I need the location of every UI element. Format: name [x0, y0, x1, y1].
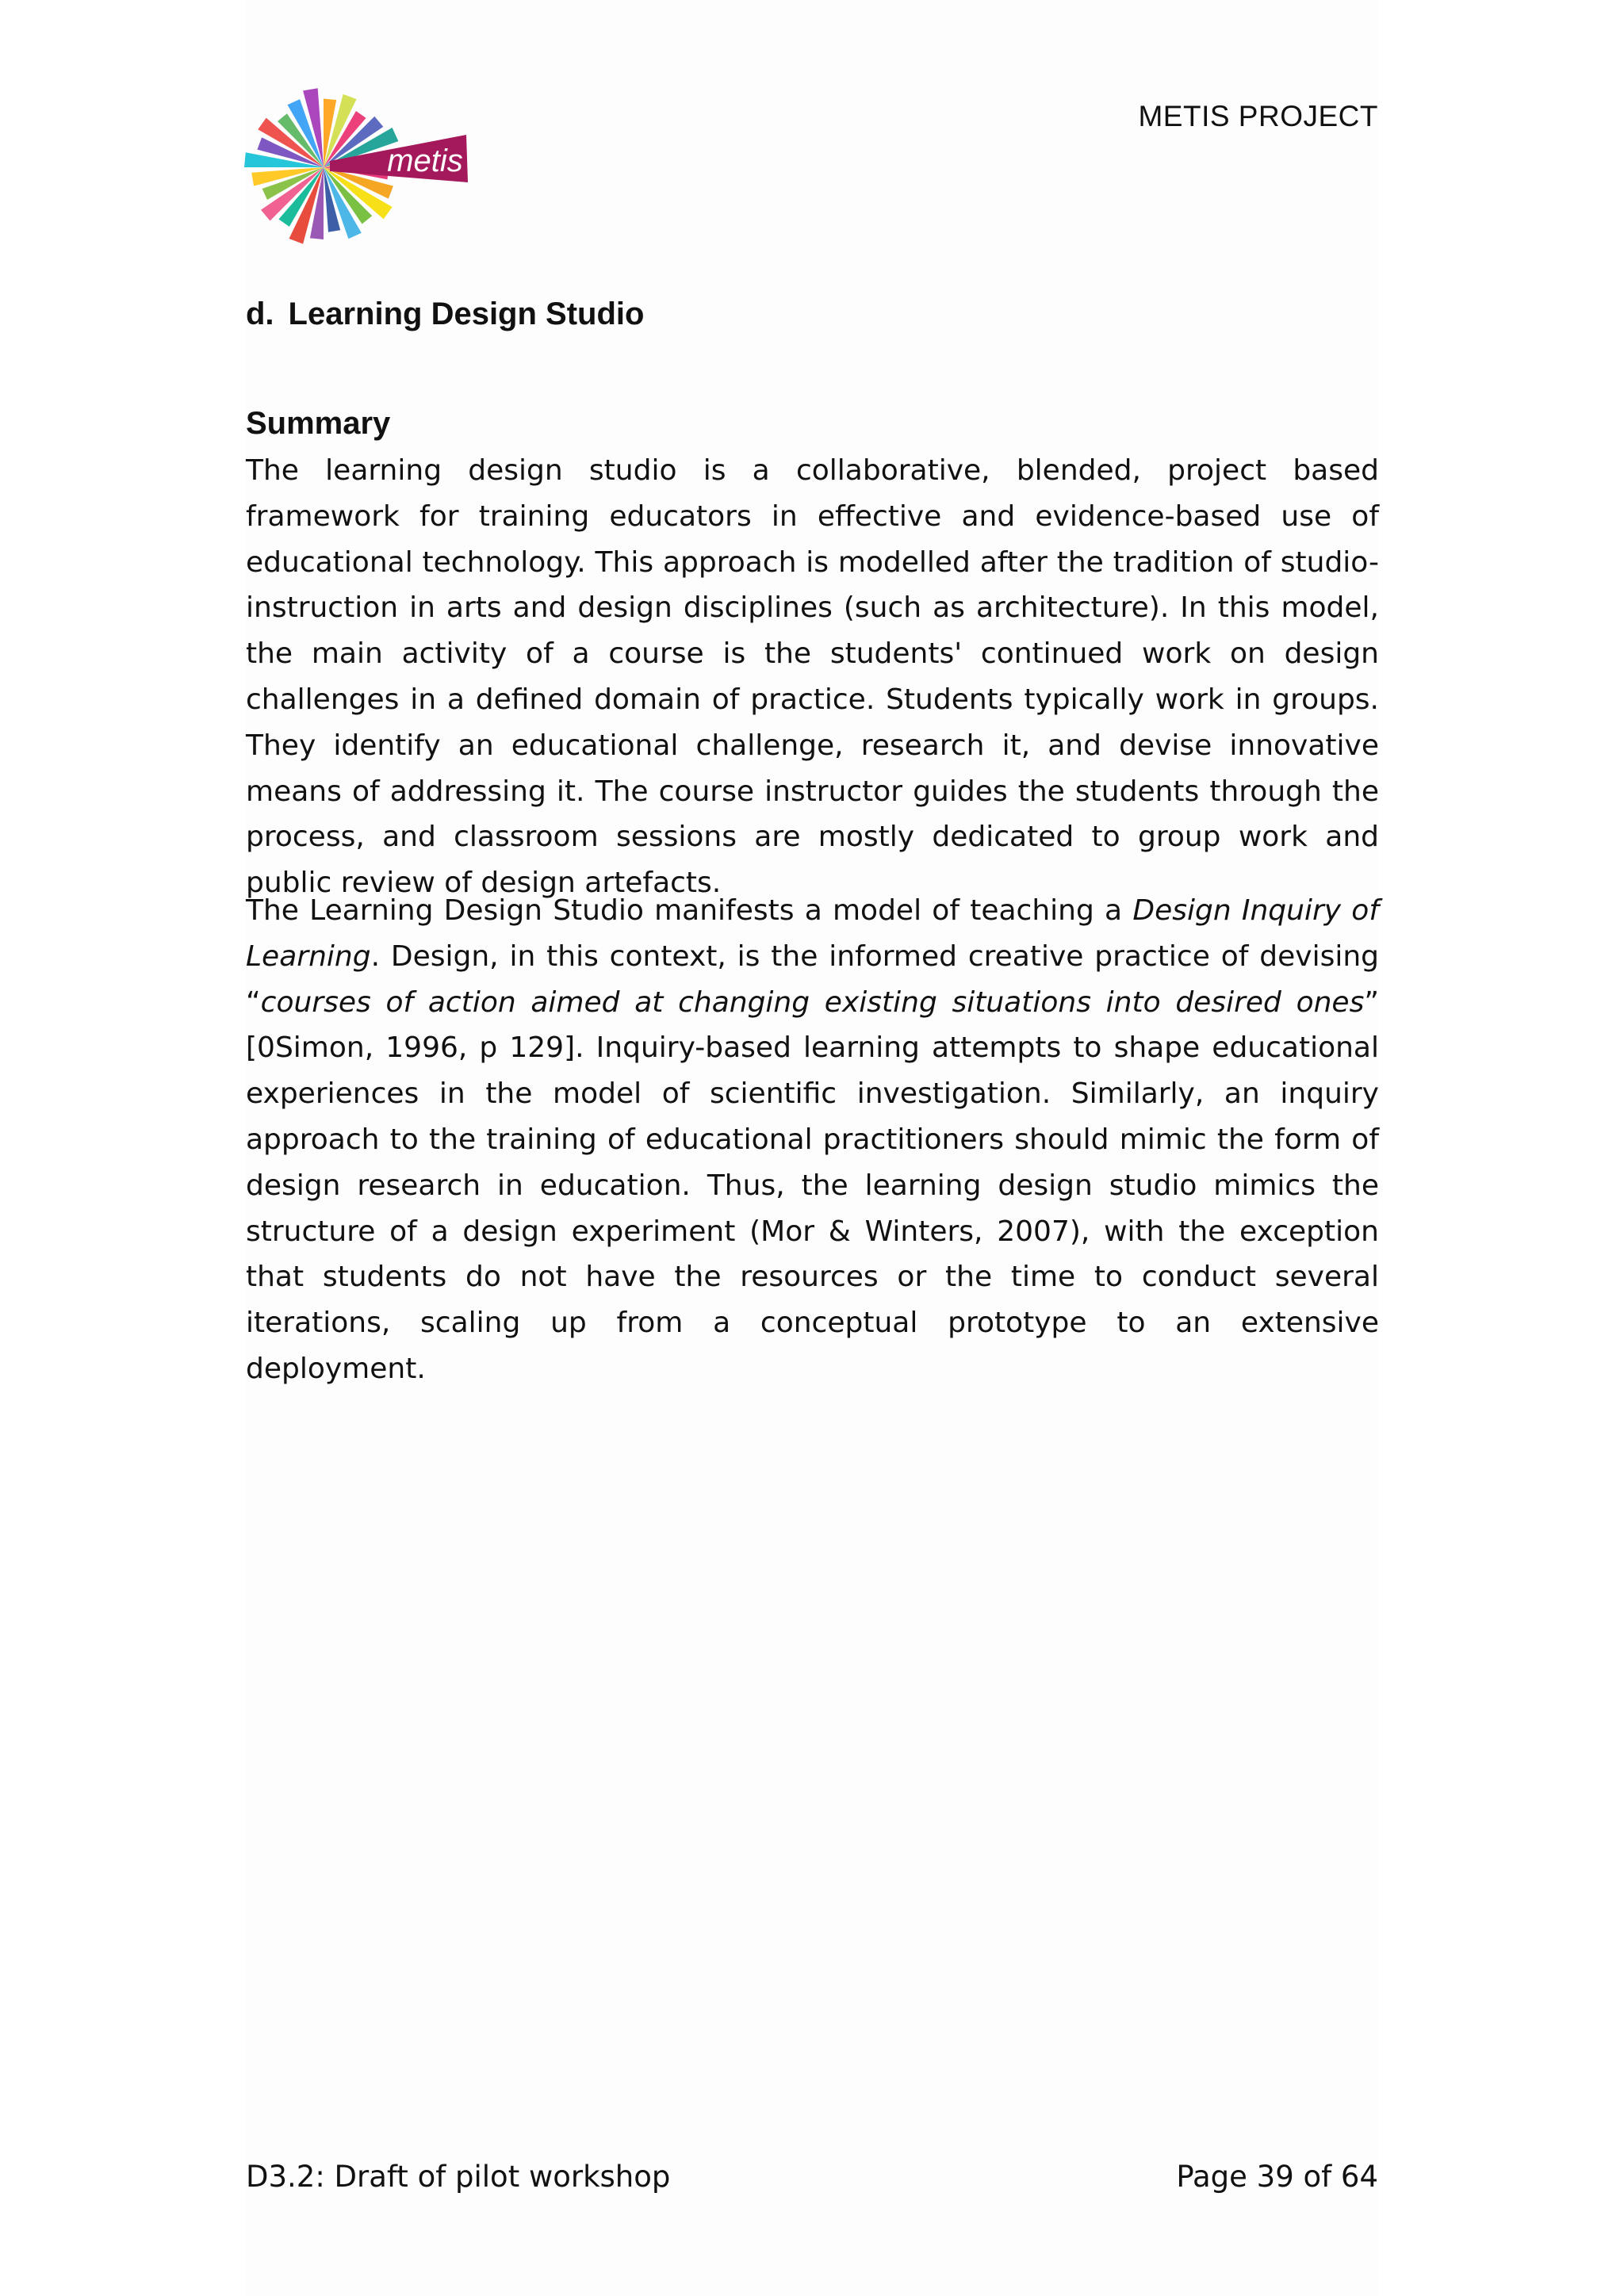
paragraph-2-text-2: . Design, in this context, is the informed creative practice of devising “ [246, 939, 1379, 1019]
section-heading [246, 297, 644, 332]
footer-page-number: Page 39 of 64 [1176, 2160, 1378, 2194]
metis-logo [244, 86, 473, 260]
paragraph-2-italic-quote: courses of action aimed at changing existing situations into desired ones [260, 985, 1365, 1019]
footer-document-label: D3.2: Draft of pilot workshop [246, 2160, 671, 2194]
logo-wordmark: metis [387, 144, 463, 178]
paragraph-2-text-1: The Learning Design Studio manifests a model of teaching a [246, 894, 1133, 927]
paragraph-2-text-3: ” [0Simon, 1996, p 129]. Inquiry-based learning attempts to shape educational experiences in the model of scientific investigation. Similarly, an inquiry approach to the training of educational practitioners should mimic the form of design research in education. Thus, the learning design studio mimics the structure of a design experiment (Mor & Winters, 2007), with the exception that students do not have the resources or the time to conduct several iterations, scaling up from a conceptual prototype to an extensive deployment. [246, 985, 1379, 1385]
summary-paragraph-1: The learning design studio is a collaborative, blended, project based framework for training educators in effective and evidence-based use of educational technology. This approach is modelled after the tradition of studio-instruction in arts and design disciplines (such as architecture). In this model, the main activity of a course is the students' continued work on design challenges in a defined domain of practice. Students typically work in groups. They identify an educational challenge, research it, and devise innovative means of addressing it. The course instructor guides the students through the process, and classroom sessions are mostly dedicated to group work and public review of design artefacts. [246, 454, 1379, 900]
metis-logo-graphic [244, 86, 473, 260]
section-title: Learning Design Studio [288, 297, 645, 331]
summary-paragraph-2 [246, 888, 1379, 1392]
paragraph-2-italic-term: Design Inquiry of Learning [246, 894, 1379, 973]
project-label: METIS PROJECT [1138, 100, 1378, 132]
section-number: d. [246, 297, 274, 331]
summary-heading: Summary [246, 406, 391, 441]
